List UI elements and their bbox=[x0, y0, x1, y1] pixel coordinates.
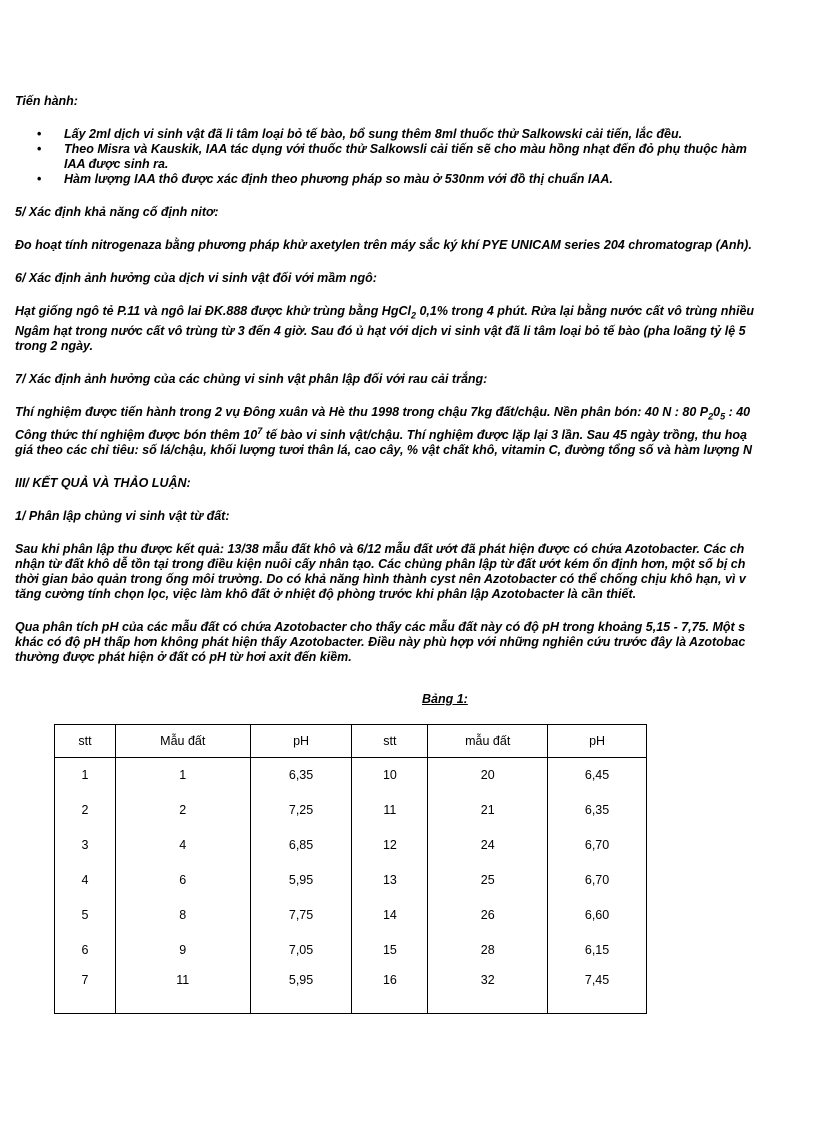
heading-subsection-1: 1/ Phân lập chủng vi sinh vật từ đất: bbox=[15, 509, 230, 524]
bullet-icon: • bbox=[37, 172, 42, 186]
table-cell: 6,70 bbox=[548, 828, 647, 863]
table-row bbox=[55, 793, 647, 828]
table-cell: 4 bbox=[55, 862, 116, 897]
paragraph-section-5: Đo hoạt tính nitrogenaza bằng phương pháp khử axetylen trên máy sắc ký khí PYE UNICAM series 204 chromatograp (Anh). bbox=[15, 238, 752, 252]
table-cell: 4 bbox=[115, 828, 250, 863]
table-cell: 11 bbox=[115, 967, 250, 1013]
procedure-list bbox=[15, 127, 816, 187]
table-cell: 6 bbox=[115, 862, 250, 897]
table-row bbox=[55, 757, 647, 792]
list-item: • Lấy 2ml dịch vi sinh vật đã li tâm loại bỏ tế bào, bổ sung thêm 8ml thuốc thử Salkowski cải tiến, lắc đều. bbox=[37, 127, 683, 141]
bullet-icon: • bbox=[37, 142, 42, 156]
header-cell: pH bbox=[548, 725, 647, 758]
table-cell: 32 bbox=[428, 967, 548, 1013]
bullet-icon: • bbox=[37, 127, 42, 141]
heading-results: III/ KẾT QUẢ VÀ THẢO LUẬN: bbox=[15, 476, 191, 491]
table-cell: 25 bbox=[428, 862, 548, 897]
table-cell: 6,85 bbox=[250, 828, 352, 863]
heading-section-6: 6/ Xác định ảnh hưởng của dịch vi sinh vật đối với mầm ngô: bbox=[15, 271, 377, 285]
header-cell: mẫu đất bbox=[428, 725, 548, 758]
paragraph-section-6: Hạt giống ngô tẻ P.11 và ngô lai ĐK.888 được khử trùng bằng HgCl$_2$ 0,1% trong 4 phút. Rửa lại bằng nước cất vô trùng nhiều Ngâm hạt trong nước cất vô trùng từ 3 đến 4 giờ. Sau đó ủ hạt với dịch vi sinh vật đã li tâm loại bỏ tế bào (pha loãng tỷ lệ 5 trong 2 ngày. bbox=[15, 304, 755, 353]
soil-ph-table bbox=[54, 724, 647, 1014]
table-cell: 13 bbox=[352, 862, 428, 897]
table-cell: 7,45 bbox=[548, 967, 647, 1013]
table-cell: 5 bbox=[55, 897, 116, 932]
table-cell: 6,35 bbox=[250, 757, 352, 792]
table-cell: 8 bbox=[115, 897, 250, 932]
table-cell: 6,70 bbox=[548, 862, 647, 897]
table-cell: 2 bbox=[55, 793, 116, 828]
table-cell: 6 bbox=[55, 932, 116, 967]
table-row bbox=[55, 862, 647, 897]
table-cell: 1 bbox=[55, 757, 116, 792]
table-cell: 26 bbox=[428, 897, 548, 932]
table-cell: 7,25 bbox=[250, 793, 352, 828]
table-cell: 6,45 bbox=[548, 757, 647, 792]
table-cell: 12 bbox=[352, 828, 428, 863]
paragraph-results-2: Qua phân tích pH của các mẫu đất có chứa Azotobacter cho thấy các mẫu đất này có độ pH trong khoảng 5,15 - 7,75. Một s khác có độ pH thấp hơn không phát hiện thấy Azotobacter. Điều này phù hợp với những nghiên cứu trước đây là Azotobac thường được phát hiện ở đất có pH từ hơi axit đến kiềm. bbox=[15, 620, 746, 665]
table-cell: 2 bbox=[115, 793, 250, 828]
table-cell: 6,15 bbox=[548, 932, 647, 967]
table-cell: 1 bbox=[115, 757, 250, 792]
table-cell: 9 bbox=[115, 932, 250, 967]
table-cell: 5,95 bbox=[250, 862, 352, 897]
table-cell: 24 bbox=[428, 828, 548, 863]
table-cell: 14 bbox=[352, 897, 428, 932]
table-cell: 21 bbox=[428, 793, 548, 828]
table-cell: 10 bbox=[352, 757, 428, 792]
table-cell: 5,95 bbox=[250, 967, 352, 1013]
paragraph-results-1: Sau khi phân lập thu được kết quả: 13/38 mẫu đất khô và 6/12 mẫu đất ướt đã phát hiện được có chứa Azotobacter. Các ch nhận từ đất khô dễ tồn tại trong điều kiện nuôi cấy nhân tạo. Các chủng phân lập từ đất ướt kém ổn định hơn, một số bị ch thời gian bảo quản trong ống môi trường. Do có khả năng hình thành cyst nên Azotobacter có thể chống chịu khô hạn, vì v tăng cường tính chọn lọc, việc làm khô đất ở nhiệt độ phòng trước khi phân lập Azotobacter là cần thiết. bbox=[15, 542, 746, 602]
list-item-continuation: IAA được sinh ra. bbox=[64, 157, 169, 171]
table-cell: 3 bbox=[55, 828, 116, 863]
table-cell: 7,75 bbox=[250, 897, 352, 932]
table-row bbox=[55, 932, 647, 967]
table-cell: 20 bbox=[428, 757, 548, 792]
header-cell: pH bbox=[250, 725, 352, 758]
table-cell: 6,60 bbox=[548, 897, 647, 932]
table-cell: 6,35 bbox=[548, 793, 647, 828]
table-cell: 28 bbox=[428, 932, 548, 967]
table-cell: 11 bbox=[352, 793, 428, 828]
table-header-row bbox=[55, 725, 647, 758]
heading-section-7: 7/ Xác định ảnh hưởng của các chủng vi sinh vật phân lập đối với rau cải trắng: bbox=[15, 371, 488, 386]
header-cell: Mẫu đất bbox=[115, 725, 250, 758]
header-cell: stt bbox=[55, 725, 116, 758]
table-cell: 15 bbox=[352, 932, 428, 967]
table-cell: 16 bbox=[352, 967, 428, 1013]
list-item: • Hàm lượng IAA thô được xác định theo phương pháp so màu ở 530nm với đồ thị chuẩn IAA. bbox=[37, 172, 613, 186]
list-item: • Theo Misra và Kauskik, IAA tác dụng với thuốc thử Salkowsli cải tiến sẽ cho màu hồng nhạt đến đỏ phụ thuộc hàm bbox=[37, 142, 747, 156]
table-row bbox=[55, 828, 647, 863]
table-row bbox=[55, 967, 647, 1013]
table-cell: 7,05 bbox=[250, 932, 352, 967]
paragraph-section-7: Thí nghiệm được tiến hành trong 2 vụ Đông xuân và Hè thu 1998 trong chậu 7kg đất/chậu. Nền phân bón: 40 N : 80 $P_20_5$ : 40 Công thức thí nghiệm được bón thêm $10^7$ tế bào vi sinh vật/chậu. Thí nghiệm được lặp lại 3 lần. Sau 45 ngày trồng, thu hoạ giá theo các chỉ tiêu: số lá/chậu, khối lượng tươi thân lá, cao cây, % vật chất khô, vitamin C, đường tổng số và hàm lượng N bbox=[15, 404, 752, 458]
heading-tien-hanh: Tiến hành: bbox=[15, 94, 78, 108]
heading-section-5: 5/ Xác định khả năng cố định nitơ: bbox=[15, 205, 219, 219]
table-caption: Bảng 1: bbox=[422, 692, 468, 706]
table-row bbox=[55, 897, 647, 932]
table-cell: 7 bbox=[55, 967, 116, 1013]
document-page bbox=[15, 94, 816, 1123]
header-cell: stt bbox=[352, 725, 428, 758]
